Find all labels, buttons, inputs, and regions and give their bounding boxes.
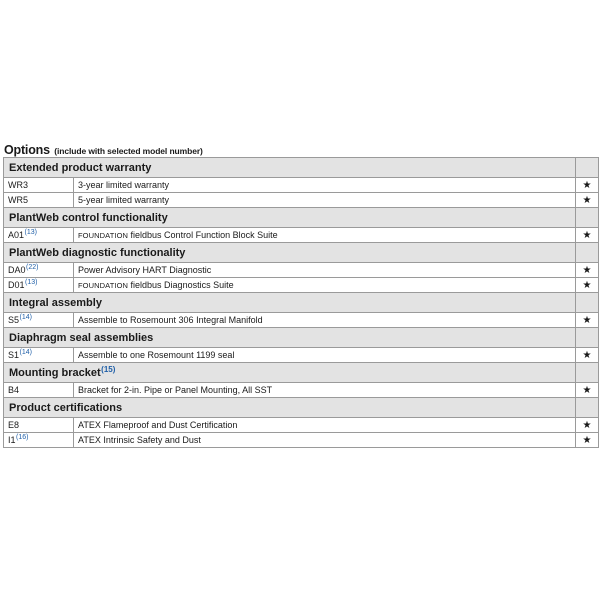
section-title-cell xyxy=(4,398,576,418)
option-row xyxy=(4,263,599,278)
option-code-cell xyxy=(4,313,74,328)
star-icon: ★ xyxy=(582,384,592,396)
option-description: Assemble to Rosemount 306 Integral Manifold xyxy=(78,314,263,325)
section-star-cell xyxy=(576,158,599,178)
section-title: Diaphragm seal assemblies xyxy=(9,331,154,344)
option-code: DA0 xyxy=(8,264,26,275)
option-description: 5-year limited warranty xyxy=(78,194,170,205)
section-row xyxy=(4,398,599,418)
option-description-prefix: FOUNDATION xyxy=(78,280,129,290)
option-footnote: (14) xyxy=(19,313,32,321)
section-title: Product certifications xyxy=(9,401,123,414)
section-row xyxy=(4,293,599,313)
option-code-cell xyxy=(4,263,74,278)
option-footnote: (13) xyxy=(25,278,38,286)
option-code: D01 xyxy=(8,279,25,290)
option-description-prefix: FOUNDATION xyxy=(78,230,129,240)
option-star-cell xyxy=(576,418,599,433)
option-footnote: (22) xyxy=(26,263,39,271)
option-footnote: (14) xyxy=(19,348,32,356)
section-footnote: (15) xyxy=(101,364,116,374)
option-description-cell xyxy=(74,418,576,433)
option-description-cell xyxy=(74,348,576,363)
section-row xyxy=(4,208,599,228)
option-star-cell xyxy=(576,278,599,293)
option-description: ATEX Intrinsic Safety and Dust xyxy=(78,434,201,445)
option-star-cell xyxy=(576,313,599,328)
section-row xyxy=(4,243,599,263)
option-row xyxy=(4,433,599,448)
star-icon: ★ xyxy=(582,314,592,326)
section-star-cell xyxy=(576,243,599,263)
star-icon: ★ xyxy=(582,349,592,361)
option-description-cell xyxy=(74,263,576,278)
option-code: S1 xyxy=(8,349,20,360)
star-icon: ★ xyxy=(582,264,592,276)
option-code-cell xyxy=(4,178,74,193)
section-star-cell xyxy=(576,328,599,348)
option-description: fieldbus Diagnostics Suite xyxy=(128,279,234,290)
option-description: fieldbus Control Function Block Suite xyxy=(128,229,278,240)
option-star-cell xyxy=(576,178,599,193)
option-star-cell xyxy=(576,263,599,278)
section-star-cell xyxy=(576,293,599,313)
option-code-cell xyxy=(4,383,74,398)
section-title-cell xyxy=(4,363,576,383)
section-title: PlantWeb diagnostic functionality xyxy=(9,246,186,259)
option-description-cell xyxy=(74,278,576,293)
option-star-cell xyxy=(576,348,599,363)
option-code: A01 xyxy=(8,229,25,240)
option-description-cell xyxy=(74,193,576,208)
option-description-cell xyxy=(74,313,576,328)
section-title: Extended product warranty xyxy=(9,161,152,174)
star-icon: ★ xyxy=(582,434,592,446)
option-row xyxy=(4,313,599,328)
option-code: WR5 xyxy=(8,194,28,205)
section-star-cell xyxy=(576,208,599,228)
options-title: Options xyxy=(4,143,50,157)
option-code: WR3 xyxy=(8,179,28,190)
section-title-cell xyxy=(4,328,576,348)
options-table xyxy=(3,157,599,448)
option-code-cell xyxy=(4,348,74,363)
star-icon: ★ xyxy=(582,194,592,206)
option-code-cell xyxy=(4,418,74,433)
star-icon: ★ xyxy=(582,279,592,291)
option-description-cell xyxy=(74,383,576,398)
option-code: E8 xyxy=(8,419,20,430)
option-code-cell xyxy=(4,228,74,243)
option-description-cell xyxy=(74,178,576,193)
option-star-cell xyxy=(576,193,599,208)
section-title-cell xyxy=(4,243,576,263)
section-title: Mounting bracket xyxy=(9,366,101,379)
option-description: Bracket for 2-in. Pipe or Panel Mounting, All SST xyxy=(78,384,273,395)
section-title: Integral assembly xyxy=(9,296,102,309)
option-description-cell xyxy=(74,228,576,243)
star-icon: ★ xyxy=(582,419,592,431)
options-table-body xyxy=(4,158,599,448)
section-title-cell xyxy=(4,158,576,178)
option-description: 3-year limited warranty xyxy=(78,179,170,190)
star-icon: ★ xyxy=(582,179,592,191)
option-description-cell xyxy=(74,433,576,448)
section-row xyxy=(4,363,599,383)
section-row xyxy=(4,328,599,348)
option-row xyxy=(4,228,599,243)
option-row xyxy=(4,383,599,398)
option-description: Power Advisory HART Diagnostic xyxy=(78,264,212,275)
option-star-cell xyxy=(576,383,599,398)
option-star-cell xyxy=(576,433,599,448)
option-row xyxy=(4,193,599,208)
option-row xyxy=(4,348,599,363)
section-title-cell xyxy=(4,208,576,228)
section-star-cell xyxy=(576,398,599,418)
option-star-cell xyxy=(576,228,599,243)
option-footnote: (16) xyxy=(16,433,29,441)
option-code-cell xyxy=(4,433,74,448)
option-code-cell xyxy=(4,278,74,293)
option-row xyxy=(4,178,599,193)
section-row xyxy=(4,158,599,178)
option-row xyxy=(4,278,599,293)
section-star-cell xyxy=(576,363,599,383)
option-code-cell xyxy=(4,193,74,208)
option-footnote: (13) xyxy=(24,228,37,236)
option-description: ATEX Flameproof and Dust Certification xyxy=(78,419,238,430)
section-title-cell xyxy=(4,293,576,313)
star-icon: ★ xyxy=(582,229,592,241)
option-description: Assemble to one Rosemount 1199 seal xyxy=(78,349,235,360)
section-title: PlantWeb control functionality xyxy=(9,211,168,224)
option-row xyxy=(4,418,599,433)
options-subtitle: (include with selected model number) xyxy=(54,146,203,156)
option-code: B4 xyxy=(8,384,20,395)
option-code: S5 xyxy=(8,314,20,325)
option-code: I1 xyxy=(8,434,16,445)
